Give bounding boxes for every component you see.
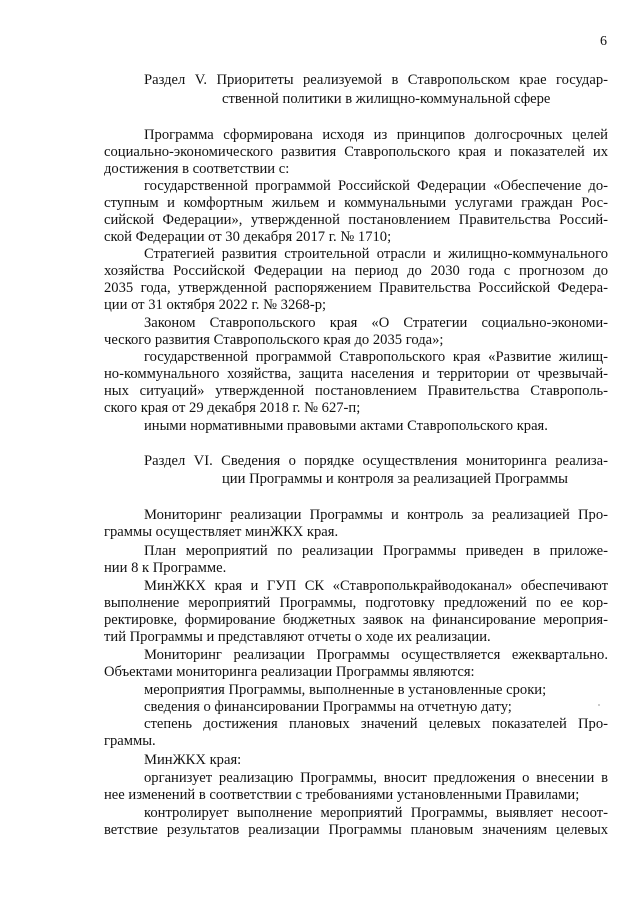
paragraph-line: ческого развития Ставропольского края до 2035 года»;	[104, 332, 444, 348]
paragraph-line: ректировке, формирование бюджетных заявок на финансирование мероприя-	[104, 612, 608, 628]
paragraph-line: государственной программой Ставропольского края «Развитие жилищ-	[144, 349, 608, 365]
paragraph-line: государственной программой Российской Федерации «Обеспечение до-	[144, 178, 608, 194]
paragraph-line: выполнение мероприятий Программы, подготовку предложений по ее кор-	[104, 595, 608, 611]
scan-speck	[598, 704, 600, 706]
paragraph-line: ской Федерации от 30 декабря 2017 г. № 1710;	[104, 229, 392, 245]
paragraph-line: социально-экономического развития Ставропольского края и показателей их	[104, 144, 608, 160]
paragraph-line: мероприятия Программы, выполненные в установленные сроки;	[144, 682, 547, 698]
paragraph-line: сведения о финансировании Программы на отчетную дату;	[144, 699, 512, 715]
paragraph-line: Объектами мониторинга реализации Программы являются:	[104, 664, 475, 680]
paragraph-line: ции от 31 октября 2022 г. № 3268-р;	[104, 297, 327, 313]
paragraph-line: ных ситуаций» утвержденной постановлением Правительства Ставрополь-	[104, 383, 608, 399]
paragraph-line: граммы.	[104, 733, 156, 749]
section5-heading-line1: Раздел V. Приоритеты реализуемой в Ставропольском крае государ-	[144, 72, 608, 88]
paragraph-line: ветствие результатов реализации Программы плановым значениям целевых	[104, 822, 608, 838]
section6-heading-line2: ции Программы и контроля за реализацией Программы	[222, 471, 568, 487]
paragraph-line: граммы осуществляет минЖКХ края.	[104, 524, 339, 540]
paragraph-line: но-коммунального хозяйства, защита населения и территории от чрезвычай-	[104, 366, 608, 382]
paragraph-line: Программа сформирована исходя из принципов долгосрочных целей	[144, 127, 608, 143]
paragraph-line: Законом Ставропольского края «О Стратегии социально-экономи-	[144, 315, 608, 331]
paragraph-line: контролирует выполнение мероприятий Программы, выявляет несоот-	[144, 805, 608, 821]
paragraph-line: МинЖКХ края:	[144, 752, 242, 768]
paragraph-line: хозяйства Российской Федерации на период до 2030 года с прогнозом до	[104, 263, 608, 279]
paragraph-line: Мониторинг реализации Программы осуществляется ежеквартально.	[144, 647, 608, 663]
paragraph-line: сийской Федерации», утвержденной постановлением Правительства Россий-	[104, 212, 608, 228]
section6-heading-line1: Раздел VI. Сведения о порядке осуществления мониторинга реализа-	[144, 453, 608, 469]
paragraph-line: МинЖКХ края и ГУП СК «Ставрополькрайводоканал» обеспечивают	[144, 578, 608, 594]
section5-heading-line2: ственной политики в жилищно-коммунальной сфере	[222, 91, 551, 107]
paragraph-line: организует реализацию Программы, вносит предложения о внесении в	[144, 770, 608, 786]
paragraph-line: нии 8 к Программе.	[104, 560, 227, 576]
paragraph-line: нее изменений в соответствии с требованиями установленными Правилами;	[104, 787, 580, 803]
paragraph-line: Стратегией развития строительной отрасли и жилищно-коммунального	[144, 246, 608, 262]
paragraph-line: иными нормативными правовыми актами Ставропольского края.	[144, 418, 548, 434]
paragraph-line: достижения в соответствии с:	[104, 161, 290, 177]
paragraph-line: ского края от 29 декабря 2018 г. № 627-п;	[104, 400, 361, 416]
paragraph-line: тий Программы и представляют отчеты о ходе их реализации.	[104, 629, 491, 645]
page-number: 6	[600, 34, 607, 49]
paragraph-line: 2035 года, утвержденной распоряжением Правительства Российской Федера-	[104, 280, 608, 296]
paragraph-line: ступным и комфортным жильем и коммунальными услугами граждан Рос-	[104, 195, 608, 211]
paragraph-line: Мониторинг реализации Программы и контроль за реализацией Про-	[144, 507, 608, 523]
paragraph-line: степень достижения плановых значений целевых показателей Про-	[144, 716, 608, 732]
paragraph-line: План мероприятий по реализации Программы приведен в приложе-	[144, 543, 608, 559]
